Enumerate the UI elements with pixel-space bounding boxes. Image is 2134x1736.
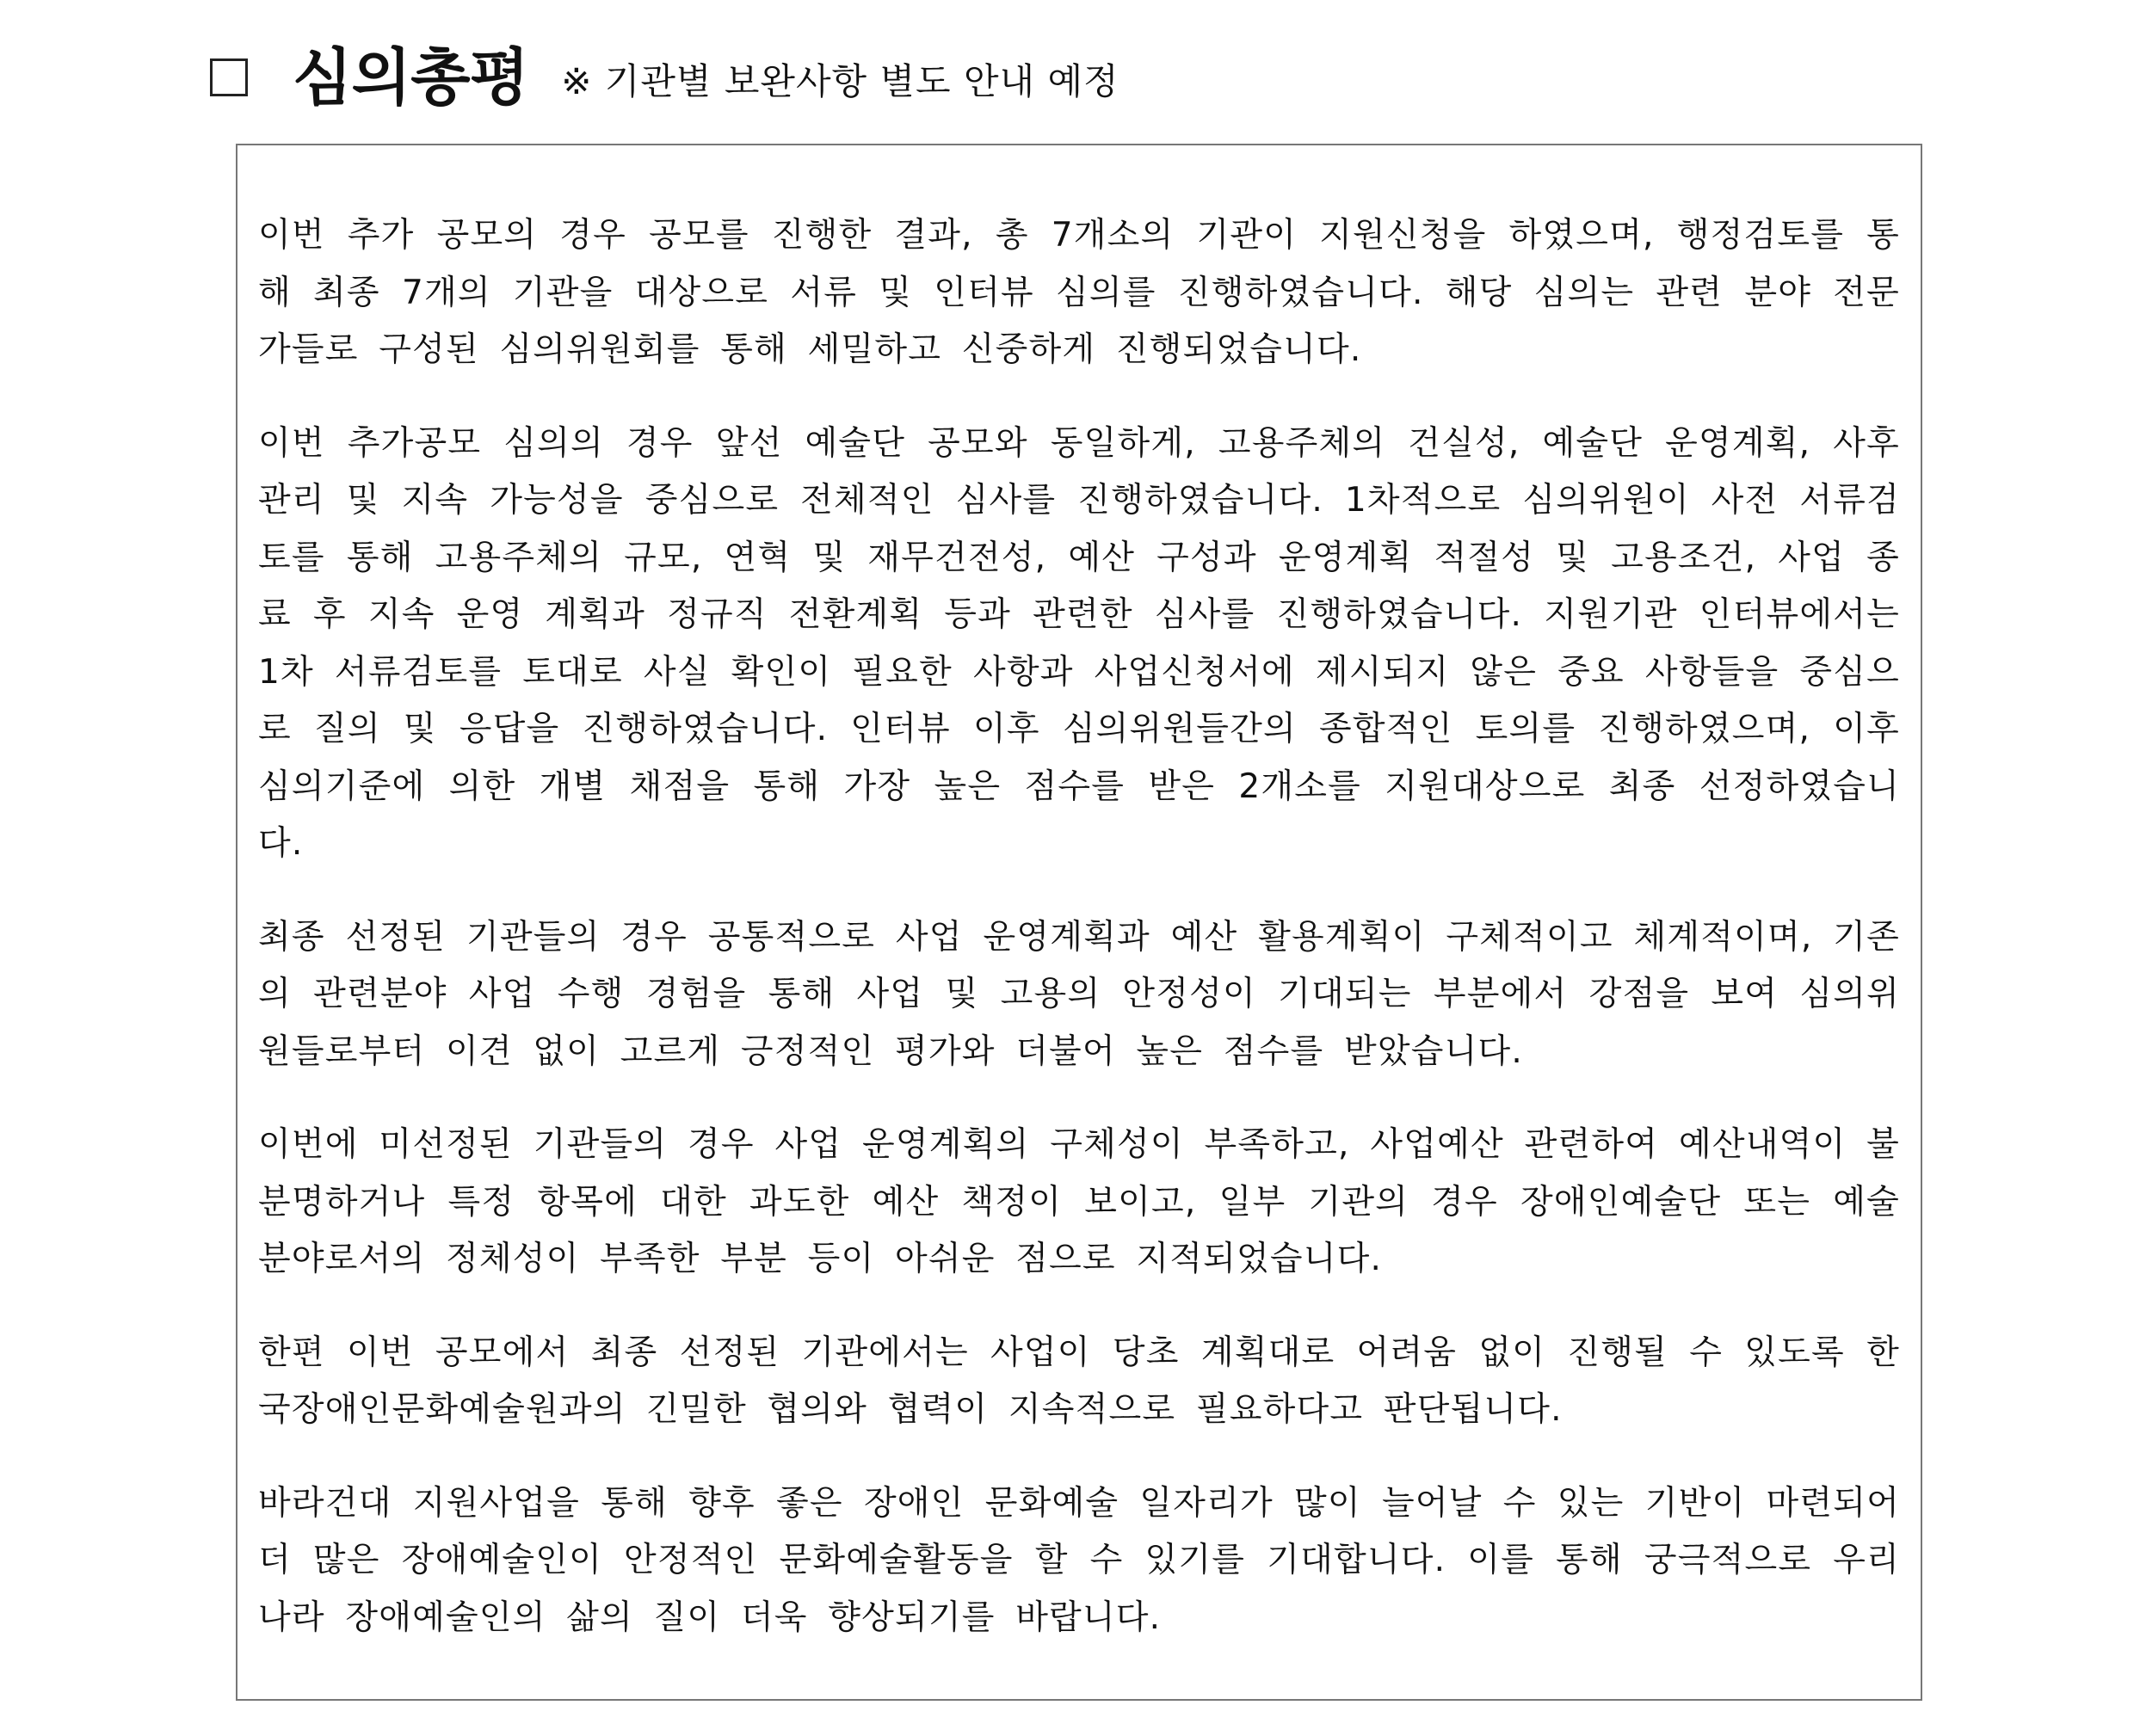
section-title: 심의총평 — [293, 41, 529, 114]
section-header — [210, 34, 1119, 120]
checkbox-square-icon — [210, 58, 248, 96]
paragraph-unselected-institutions: 이번에 미선정된 기관들의 경우 사업 운영계획의 구체성이 부족하고, 사업예산 관련하여 예산내역이 불분명하거나 특정 항목에 대한 과도한 예산 책정이 보이고, 일부 기관의 경우 장애인예술단 또는 예술분야로서의 정체성이 부족한 부분 등이 아쉬운 점으로 지적되었습니다. — [258, 1125, 1900, 1278]
review-summary-content — [258, 207, 1900, 1683]
paragraph-review-process: 이번 추가공모 심의의 경우 앞선 예술단 공모와 동일하게, 고용주체의 건실성, 예술단 운영계획, 사후관리 및 지속 가능성을 중심으로 전체적인 심사를 진행하였습니다. 1차적으로 심의위원이 사전 서류검토를 통해 고용주체의 규모, 연혁 및 재무건전성, 예산 구성과 운영계획 적절성 및 고용조건, 사업 종료 후 지속 운영 계획과 정규직 전환계획 등과 관련한 심사를 진행하였습니다. 지원기관 인터뷰에서는 1차 서류검토를 토대로 사실 확인이 필요한 사항과 사업신청서에 제시되지 않은 중요 사항들을 중심으로 질의 및 응답을 진행하였습니다. 인터뷰 이후 심의위원들간의 종합적인 토의를 진행하였으며, 이후 심의기준에 의한 개별 채점을 통해 가장 높은 점수를 받은 2개소를 지원대상으로 최종 선정하였습니다. — [258, 423, 1900, 863]
review-summary-box — [236, 144, 1922, 1701]
paragraph-hope: 바라건대 지원사업을 통해 향후 좋은 장애인 문화예술 일자리가 많이 늘어날 수 있는 기반이 마련되어 더 많은 장애예술인이 안정적인 문화예술활동을 할 수 있기를 기대합니다. 이를 통해 궁극적으로 우리나라 장애예술인의 삶의 질이 더욱 향상되기를 바랍니다. — [258, 1483, 1900, 1637]
paragraph-cooperation: 한편 이번 공모에서 최종 선정된 기관에서는 사업이 당초 계획대로 어려움 없이 진행될 수 있도록 한국장애인문화예술원과의 긴밀한 협의와 협력이 지속적으로 필요하다고 판단됩니다. — [258, 1333, 1900, 1429]
paragraph-applications: 이번 추가 공모의 경우 공모를 진행한 결과, 총 7개소의 기관이 지원신청을 하였으며, 행정검토를 통해 최종 7개의 기관을 대상으로 서류 및 인터뷰 심의를 진행하였습니다. 해당 심의는 관련 분야 전문가들로 구성된 심의위원회를 통해 세밀하고 신중하게 진행되었습니다. — [258, 216, 1900, 369]
section-note: ※ 기관별 보완사항 별도 안내 예정 — [561, 60, 1119, 102]
paragraph-selected-institutions: 최종 선정된 기관들의 경우 공통적으로 사업 운영계획과 예산 활용계획이 구체적이고 체계적이며, 기존의 관련분야 사업 수행 경험을 통해 사업 및 고용의 안정성이 기대되는 부분에서 강점을 보여 심의위원들로부터 이견 없이 고르게 긍정적인 평가와 더불어 높은 점수를 받았습니다. — [258, 917, 1900, 1071]
